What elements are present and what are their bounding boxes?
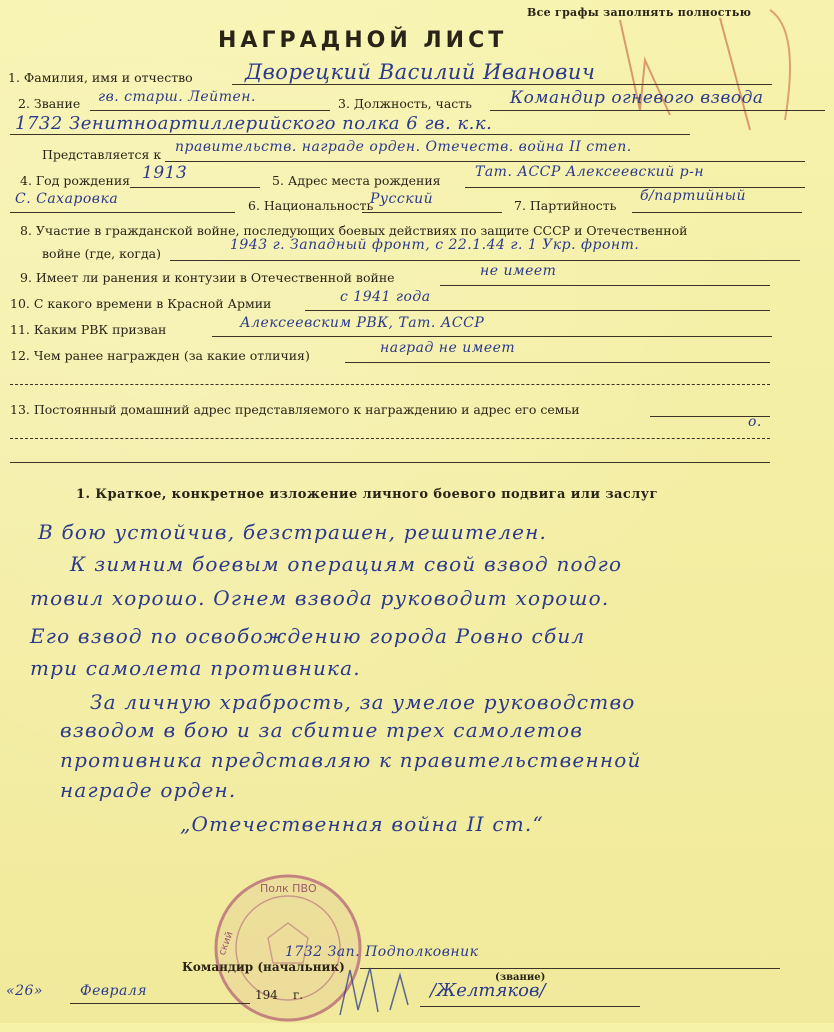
field-13-value: о.	[748, 414, 762, 430]
date-day: «26»	[6, 983, 43, 999]
body-line-10: „Отечественная война II ст.“	[180, 812, 544, 836]
date-year-prefix: 194	[255, 988, 278, 1002]
body-line-5: три самолета противника.	[30, 656, 361, 680]
field-5-label: 5. Адрес места рождения	[272, 173, 441, 188]
field-7-value: б/партийный	[640, 188, 747, 204]
section-1-heading: 1. Краткое, конкретное изложение личного боевого подвига или заслуг	[76, 487, 658, 502]
presented-value: правительств. награде орден. Отечеств. война II степ.	[175, 139, 632, 155]
field-5-value: Тат. АССР Алексеевский р-н	[475, 164, 705, 180]
body-line-8: противника представляю к правительственной	[60, 748, 642, 772]
body-line-7: взводом в бою и за сбитие трех самолетов	[60, 718, 584, 742]
field-8-label-line2: войне (где, когда)	[42, 246, 161, 261]
field-8-label-line1: 8. Участие в гражданской войне, последующих боевых действиях по защите СССР и Отечественной	[20, 223, 688, 238]
field-6-value: Русский	[370, 191, 434, 207]
field-10-label: 10. С какого времени в Красной Армии	[10, 296, 272, 311]
field-11-label: 11. Каким РВК призван	[10, 322, 167, 337]
signature-scribble	[330, 960, 440, 1020]
field-2-label: 2. Звание	[18, 96, 81, 111]
field-4-value: 1913	[142, 163, 188, 183]
field-12-label: 12. Чем ранее награжден (за какие отличия)	[10, 348, 310, 363]
date-month: Февраля	[80, 983, 148, 999]
presented-label: Представляется к	[42, 147, 162, 162]
body-line-9: награде орден.	[60, 778, 237, 802]
field-1-value: Дворецкий Василий Иванович	[245, 60, 596, 84]
field-2-value: гв. старш. Лейтен.	[98, 89, 256, 105]
field-11-value: Алексеевским РВК, Тат. АССР	[240, 315, 485, 331]
body-line-3: товил хорошо. Огнем взвода руководит хорошо.	[30, 586, 610, 610]
field-8-value: 1943 г. Западный фронт, с 22.1.44 г. 1 Укр. фронт.	[230, 237, 640, 253]
field-9-value: не имеет	[480, 263, 557, 279]
field-3-value: Командир огневого взвода	[510, 88, 764, 108]
field-13-label: 13. Постоянный домашний адрес представляемого к награждению и адрес его семьи	[10, 402, 580, 417]
date-year-suffix: г.	[293, 988, 304, 1002]
field-3-value-cont: 1732 Зенитноартиллерийского полка 6 гв. к.к.	[15, 113, 493, 134]
fill-all-fields-note: Все графы заполнять полностью	[527, 6, 752, 19]
field-1-label: 1. Фамилия, имя и отчество	[8, 70, 193, 85]
stamp-side-text: ский	[216, 930, 236, 957]
commander-value: 1732 Зап. Подполковник	[285, 944, 479, 960]
body-line-2: К зимним боевым операциям свой взвод подго	[70, 552, 623, 576]
field-3-label: 3. Должность, часть	[338, 96, 472, 111]
field-4-label: 4. Год рождения	[20, 173, 131, 188]
field-7-label: 7. Партийность	[514, 198, 617, 213]
field-10-value: с 1941 года	[340, 289, 431, 305]
field-12-value: наград не имеет	[380, 340, 516, 356]
field-5-value-cont: С. Сахаровка	[15, 191, 119, 207]
body-line-6: За личную храбрость, за умелое руководство	[90, 690, 636, 714]
stamp-top-text: Полк ПВО	[260, 882, 317, 895]
rank-caption: (звание)	[495, 972, 546, 983]
commander-label: Командир (начальник)	[182, 960, 345, 974]
page-title: НАГРАДНОЙ ЛИСТ	[218, 28, 508, 53]
field-9-label: 9. Имеет ли ранения и контузии в Отечественной войне	[20, 270, 395, 285]
field-6-label: 6. Национальность	[248, 198, 374, 213]
red-pencil-mark	[600, 0, 830, 140]
signature-name: /Желтяков/	[430, 980, 546, 1001]
body-line-4: Его взвод по освобождению города Ровно сбил	[30, 624, 586, 648]
body-line-1: В бою устойчив, безстрашен, решителен.	[38, 520, 548, 544]
